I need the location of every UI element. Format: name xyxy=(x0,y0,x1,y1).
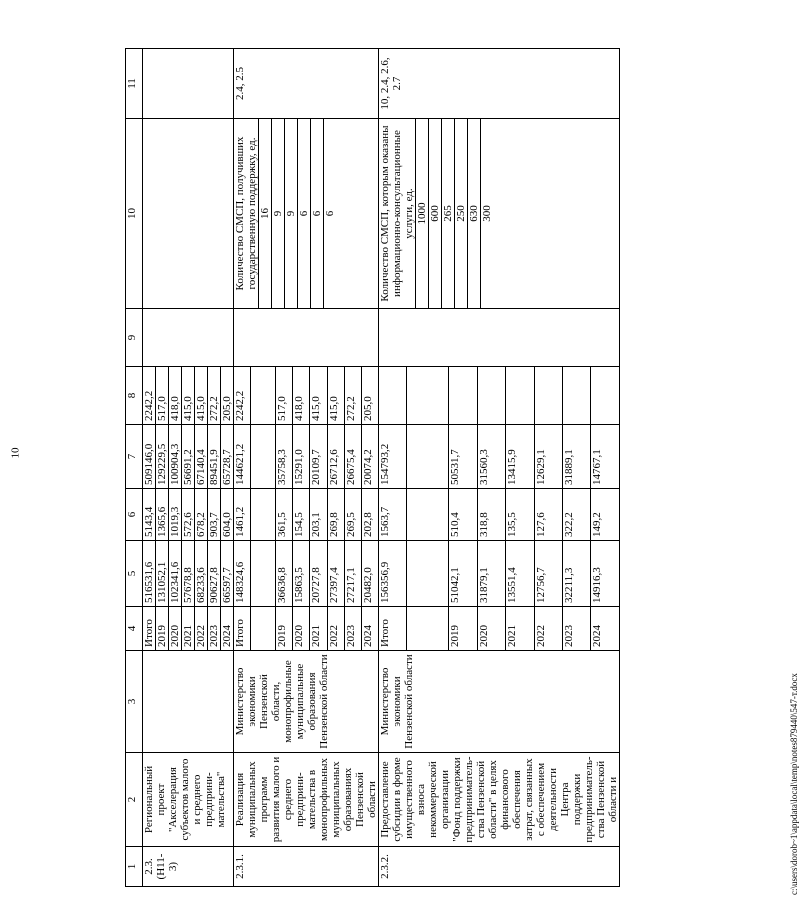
value-cell xyxy=(506,367,534,425)
value-cell: 269,5 xyxy=(344,489,361,541)
spacer-cell xyxy=(407,541,449,607)
indicator-value-row xyxy=(324,119,337,308)
value-cell: 2022 xyxy=(327,607,344,651)
value-cell: 2024 xyxy=(221,607,234,651)
value-cell: 2019 xyxy=(449,607,477,651)
spacer-cell xyxy=(251,541,276,607)
header-cell-1: 1 xyxy=(126,847,143,887)
value-cell: 14767,1 xyxy=(591,425,620,489)
indicator-table xyxy=(234,119,336,308)
value-cell: 135,5 xyxy=(506,489,534,541)
indicator-value: 600 xyxy=(429,119,442,308)
indicator-value: 9 xyxy=(272,119,285,308)
section-executor: Министерство экономики Пензенской области, монопрофильные муниципальные образования Пензенской области xyxy=(234,651,379,753)
value-cell: 32211,3 xyxy=(562,541,590,607)
value-cell: 2024 xyxy=(591,607,620,651)
indicator-value: 300 xyxy=(481,119,494,308)
value-cell: 20727,8 xyxy=(310,541,327,607)
value-cell: 202,8 xyxy=(361,489,378,541)
value-cell: 2019 xyxy=(276,607,293,651)
header-cell-6: 6 xyxy=(126,489,143,541)
spacer-cell xyxy=(407,425,449,489)
indicator-value-row xyxy=(298,119,311,308)
value-cell: 572,6 xyxy=(182,489,195,541)
indicator-title: Количество СМСП, которым оказаны информационно-консультационные услуги, ед. xyxy=(379,125,415,302)
value-cell: 68233,6 xyxy=(195,541,208,607)
value-cell: 12756,7 xyxy=(534,541,562,607)
value-cell: 14916,3 xyxy=(591,541,620,607)
value-cell: 13551,4 xyxy=(506,541,534,607)
indicator-value: 265 xyxy=(442,119,455,308)
value-cell: 26675,4 xyxy=(344,425,361,489)
value-cell: 418,0 xyxy=(293,367,310,425)
value-cell: 361,5 xyxy=(276,489,293,541)
value-cell: 322,2 xyxy=(562,489,590,541)
value-cell: 516531,6 xyxy=(143,541,156,607)
table-row xyxy=(379,49,407,887)
value-cell: 517,0 xyxy=(156,367,169,425)
value-cell: 27397,4 xyxy=(327,541,344,607)
value-cell: 127,6 xyxy=(534,489,562,541)
value-cell: 31889,1 xyxy=(562,425,590,489)
value-cell xyxy=(534,367,562,425)
indicator-cell xyxy=(143,119,234,309)
value-cell: 510,4 xyxy=(449,489,477,541)
section-number: 2.3.1. xyxy=(234,847,379,887)
value-cell: 2242,2 xyxy=(143,367,156,425)
section-name: Предоставление субсидии в форме имущественного взноса некоммерческой организации "Фонд поддержки предприниматель-ства Пензенской области" в целях финансового обеспечения затрат, связанных с обеспечением деятельности Центра поддержки предприниматель-ства Пензенской области и xyxy=(379,753,620,847)
value-cell: 35758,3 xyxy=(276,425,293,489)
value-cell: 1563,7 xyxy=(379,489,407,541)
value-cell xyxy=(449,367,477,425)
value-cell: 903,7 xyxy=(208,489,221,541)
value-cell: 678,2 xyxy=(195,489,208,541)
indicator-value-row xyxy=(429,119,442,308)
value-cell: 604,0 xyxy=(221,489,234,541)
value-cell xyxy=(477,367,505,425)
value-cell: 2023 xyxy=(562,607,590,651)
value-cell: 2021 xyxy=(506,607,534,651)
value-cell: 154793,2 xyxy=(379,425,407,489)
indicator-value: 9 xyxy=(285,119,298,308)
value-cell: 89451,9 xyxy=(208,425,221,489)
indicator-value: 6 xyxy=(311,119,324,308)
value-cell: 129229,5 xyxy=(156,425,169,489)
value-cell: 2020 xyxy=(477,607,505,651)
header-cell-7: 7 xyxy=(126,425,143,489)
value-cell: 65728,7 xyxy=(221,425,234,489)
spacer-cell xyxy=(251,367,276,425)
value-cell: 1019,3 xyxy=(169,489,182,541)
value-cell: 415,0 xyxy=(195,367,208,425)
value-cell: 2024 xyxy=(361,607,378,651)
value-cell: 2021 xyxy=(182,607,195,651)
value-cell: 269,8 xyxy=(327,489,344,541)
header-cell-10: 10 xyxy=(126,119,143,309)
value-cell xyxy=(379,367,407,425)
footer-path: c:\users\dorob~1\appdata\local\temp\notes879440\547-т.docx xyxy=(789,673,799,895)
value-cell: 90627,8 xyxy=(208,541,221,607)
value-cell: Итого xyxy=(234,607,251,651)
value-cell: 318,8 xyxy=(477,489,505,541)
indicator-value-row xyxy=(311,119,324,308)
col9-cell xyxy=(143,309,234,367)
links-cell xyxy=(143,49,234,119)
value-cell: 26712,6 xyxy=(327,425,344,489)
value-cell: 205,0 xyxy=(361,367,378,425)
value-cell: 15291,0 xyxy=(293,425,310,489)
value-cell: 20074,2 xyxy=(361,425,378,489)
value-cell: 2023 xyxy=(208,607,221,651)
section-number: 2.3.2. xyxy=(379,847,620,887)
table-row xyxy=(234,49,251,887)
value-cell: 5143,4 xyxy=(143,489,156,541)
section-number: 2.3. (Н11-3) xyxy=(143,847,234,887)
indicator-value: 6 xyxy=(298,119,311,308)
header-cell-8: 8 xyxy=(126,367,143,425)
indicator-value-row xyxy=(442,119,455,308)
value-cell: 51042,1 xyxy=(449,541,477,607)
value-cell: 205,0 xyxy=(221,367,234,425)
col9-cell xyxy=(234,309,379,367)
value-cell: 36636,8 xyxy=(276,541,293,607)
indicator-value-row xyxy=(272,119,285,308)
spacer-cell xyxy=(251,607,276,651)
value-cell: 1461,2 xyxy=(234,489,251,541)
header-row xyxy=(126,49,143,887)
header-cell-3: 3 xyxy=(126,651,143,753)
program-table-sheet xyxy=(125,49,627,887)
value-cell: Итого xyxy=(379,607,407,651)
indicator-title-row xyxy=(234,119,259,308)
value-cell: 2020 xyxy=(169,607,182,651)
indicator-value-row xyxy=(468,119,481,308)
indicator-cell xyxy=(234,119,379,309)
program-table xyxy=(125,48,620,887)
col9-cell xyxy=(379,309,620,367)
spacer-cell xyxy=(251,489,276,541)
value-cell: 102341,6 xyxy=(169,541,182,607)
spacer-cell xyxy=(407,489,449,541)
header-cell-2: 2 xyxy=(126,753,143,847)
indicator-value: 6 xyxy=(324,119,337,308)
value-cell: 15863,5 xyxy=(293,541,310,607)
value-cell xyxy=(591,367,620,425)
value-cell: 509146,0 xyxy=(143,425,156,489)
value-cell: 13415,9 xyxy=(506,425,534,489)
indicator-value-row xyxy=(285,119,298,308)
value-cell: 50531,7 xyxy=(449,425,477,489)
value-cell: 31879,1 xyxy=(477,541,505,607)
header-cell-11: 11 xyxy=(126,49,143,119)
section-name: Реализация муниципальных программ развития малого и среднего предприни-мательства в монопрофильных муниципальных образованиях Пензенской области xyxy=(234,753,379,847)
value-cell: 2022 xyxy=(534,607,562,651)
value-cell: 67140,4 xyxy=(195,425,208,489)
header-cell-9: 9 xyxy=(126,309,143,367)
value-cell: 2021 xyxy=(310,607,327,651)
indicator-cell xyxy=(379,119,620,309)
value-cell: 131052,1 xyxy=(156,541,169,607)
spacer-cell xyxy=(407,367,449,425)
value-cell: 415,0 xyxy=(310,367,327,425)
value-cell: 154,5 xyxy=(293,489,310,541)
indicator-value-row xyxy=(416,119,429,308)
value-cell: 2022 xyxy=(195,607,208,651)
value-cell: 2023 xyxy=(344,607,361,651)
value-cell xyxy=(562,367,590,425)
value-cell: 272,2 xyxy=(208,367,221,425)
value-cell: 56691,2 xyxy=(182,425,195,489)
value-cell: 20482,0 xyxy=(361,541,378,607)
indicator-table xyxy=(379,119,493,308)
value-cell: 31560,3 xyxy=(477,425,505,489)
indicator-value: 630 xyxy=(468,119,481,308)
value-cell: 148324,6 xyxy=(234,541,251,607)
value-cell: 12629,1 xyxy=(534,425,562,489)
links-cell: 2.4, 2.5 xyxy=(234,49,379,119)
spacer-cell xyxy=(407,607,449,651)
indicator-value: 1000 xyxy=(416,119,429,308)
indicator-value-row xyxy=(259,119,272,308)
links-cell: 10, 2.4, 2.6, 2.7 xyxy=(379,49,620,119)
value-cell: 272,2 xyxy=(344,367,361,425)
value-cell: 100904,3 xyxy=(169,425,182,489)
section-executor: Министерство экономики Пензенской области xyxy=(379,651,620,753)
value-cell: 144621,2 xyxy=(234,425,251,489)
section-executor xyxy=(143,651,234,753)
value-cell: 2242,2 xyxy=(234,367,251,425)
value-cell: 27217,1 xyxy=(344,541,361,607)
indicator-value-row xyxy=(455,119,468,308)
value-cell: 517,0 xyxy=(276,367,293,425)
value-cell: 418,0 xyxy=(169,367,182,425)
value-cell: 66597,7 xyxy=(221,541,234,607)
value-cell: 156356,9 xyxy=(379,541,407,607)
value-cell: 2020 xyxy=(293,607,310,651)
value-cell: 149,2 xyxy=(591,489,620,541)
value-cell: 415,0 xyxy=(327,367,344,425)
indicator-value: 16 xyxy=(259,119,272,308)
section-name: Региональный проект "Акселерация субъектов малого и среднего предприни-мательства" xyxy=(143,753,234,847)
indicator-value: 250 xyxy=(455,119,468,308)
indicator-title-row xyxy=(379,119,416,308)
indicator-value-row xyxy=(481,119,494,308)
value-cell: 1365,6 xyxy=(156,489,169,541)
value-cell: 57678,8 xyxy=(182,541,195,607)
value-cell: Итого xyxy=(143,607,156,651)
value-cell: 2019 xyxy=(156,607,169,651)
value-cell: 415,0 xyxy=(182,367,195,425)
header-cell-4: 4 xyxy=(126,607,143,651)
indicator-title: Количество СМСП, получивших государственную поддержку, ед. xyxy=(234,136,258,291)
value-cell: 203,1 xyxy=(310,489,327,541)
value-cell: 20109,7 xyxy=(310,425,327,489)
table-row xyxy=(143,49,156,887)
spacer-cell xyxy=(251,425,276,489)
page-number: 10 xyxy=(9,447,22,459)
header-cell-5: 5 xyxy=(126,541,143,607)
